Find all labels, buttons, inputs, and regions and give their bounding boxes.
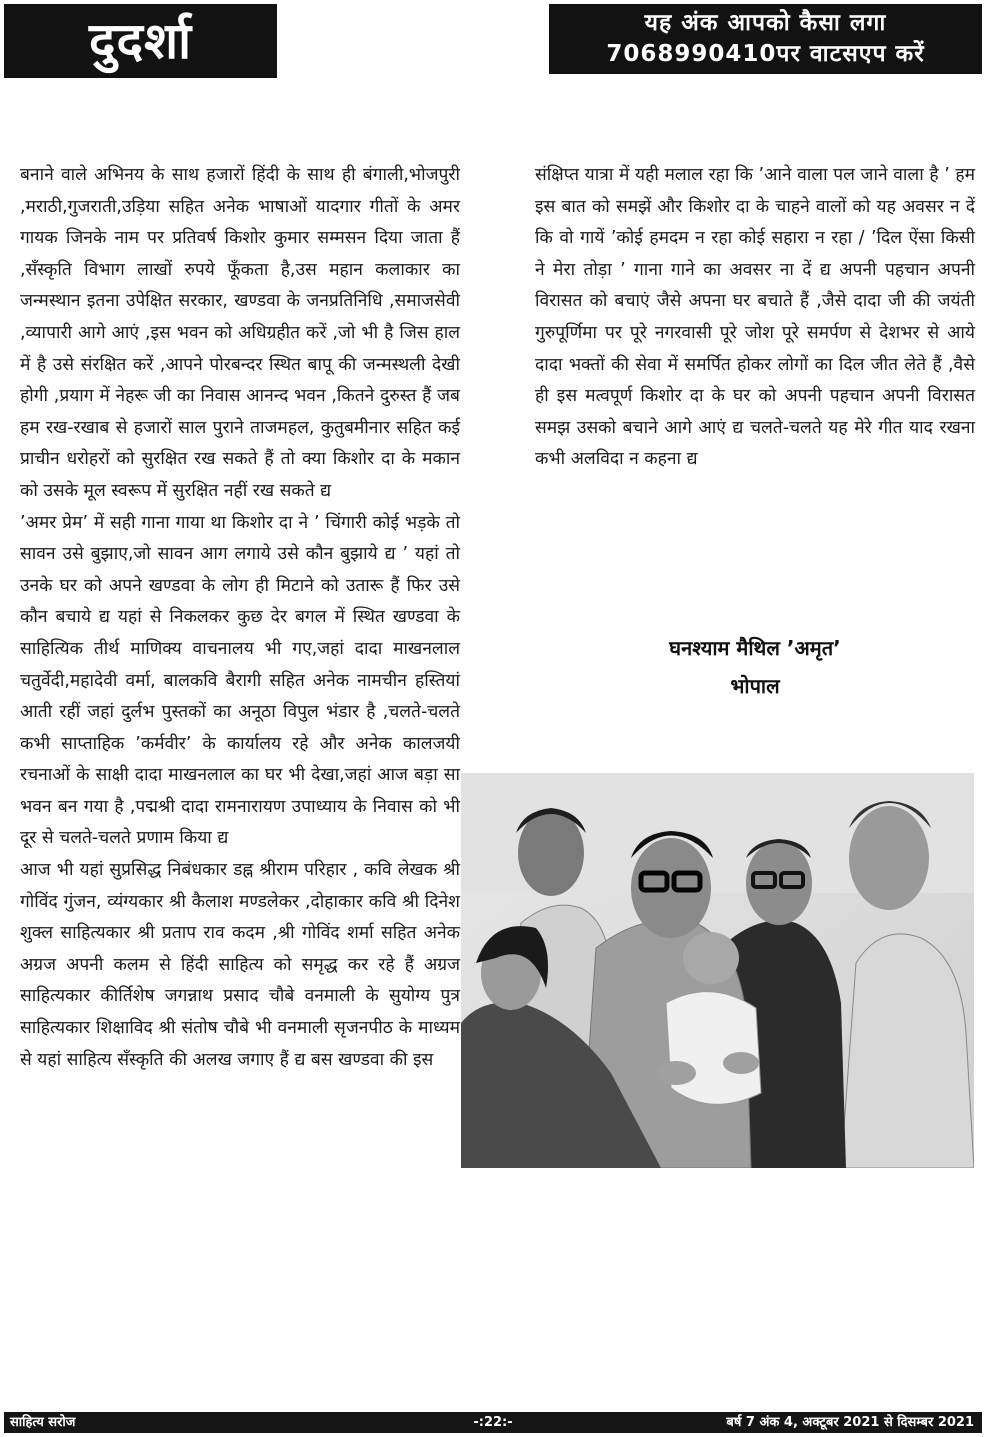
article-paragraph: संक्षिप्त यात्रा में यही मलाल रहा कि ’आने वाला पल जाने वाला है ’ हम इस बात को समझें और किशोर दा के चाहने वालों को यह अवसर न दें कि वो गायें ’कोई हमदम न रहा कोई सहारा न रहा / ’दिल ऐंसा किसी ने मेरा तोड़ा ’ गाना गाने का अवसर ना दें द्य अपनी पहचान अपनी विरासत को बचाएं जैसे अपना घर बचाते हैं ,जैसे दादा जी की जयंती गुरुपूर्णिमा पर पूरे नगरवासी पूरे जोश पूरे समर्पण से देशभर से आये दादा भक्तों की सेवा में समर्पित होकर लोगों का दिल जीत लेते हैं ,वैसे ही इस मत्वपूर्ण किशोर दा के घर को अपनी पहचान अपनी विरासत समझ उसको बचाने आगे आएं द्य चलते-चलते यह मेरे गीत याद रखना कभी अलविदा न कहना द्य (535, 165, 975, 470)
author-name: घनश्याम मैथिल ’अमृत’ (669, 636, 841, 660)
footer-issue: बर्ष 7 अंक 4, अक्टूबर 2021 से दिसम्बर 2021 (726, 1415, 974, 1430)
promo-line-1: यह अंक आपको कैसा लगा (644, 10, 887, 36)
group-photo (461, 773, 974, 1168)
promo-line-2: 7068990410पर वाटसएप करें (606, 41, 925, 67)
whatsapp-promo-banner (549, 4, 982, 74)
footer-publication: साहित्य सरोज (10, 1415, 76, 1430)
article-column-right (535, 160, 975, 476)
footer-page-number: -:22:- (473, 1415, 513, 1430)
article-paragraph: आज भी यहां सुप्रसिद्ध निबंधकार डह्न श्रीराम परिहार , कवि लेखक श्री गोविंद गुंजन, व्यंग्यकार श्री कैलाश मण्डलेकर ,दोहाकार कवि श्री दिनेश शुक्ल साहित्यकार श्री प्रताप राव कदम ,श्री गोविंद शर्मा सहित अनेक अग्रज अपनी कलम से हिंदी साहित्य को समृद्ध कर रहे हैं अग्रज साहित्यकार कीर्तिशेष जगन्नाथ प्रसाद चौबे वनमाली के सुयोग्य पुत्र साहित्यकार शिक्षाविद श्री संतोष चौबे भी वनमाली सृजनपीठ के माध्यम से यहां साहित्य सँस्कृति की अलख जगाए हैं द्य बस खण्डवा की इस (20, 860, 460, 1070)
group-photo-illustration (461, 773, 974, 1168)
author-city: भोपाल (730, 674, 780, 698)
article-column-left (20, 160, 460, 1076)
article-paragraph: बनाने वाले अभिनय के साथ हजारों हिंदी के साथ ही बंगाली,भोजपुरी ,मराठी,गुजराती,उड़िया सहित अनेक भाषाओं यादगार गीतों के अमर गायक जिनके नाम पर प्रतिवर्ष किशोर कुमार सम्मसन दिया जाता हैं ,सँस्कृति विभाग लाखों रुपये फूँकता है,उस महान कलाकार का जन्मस्थान इतना उपेक्षित सरकार, खण्डवा के जनप्रतिनिधि ,समाजसेवी ,व्यापारी आगे आएं ,इस भवन को अधिग्रहीत करें ,जो भी है जिस हाल में है उसे संरक्षित करें ,आपने पोरबन्दर स्थित बापू की जन्मस्थली देखी होगी ,प्रयाग में नेहरू जी का निवास आनन्द भवन ,कितने दुरुस्त हैं जब हम रख-रखाब से हजारों साल पुराने ताजमहल, कुतुबमीनार सहित कई प्राचीन धरोहरों को सुरक्षित रख सकते हैं तो क्या किशोर दा के मकान को उसके मूल स्वरूप में सुरक्षित नहीं रख सकते द्य (20, 165, 460, 501)
page-footer (4, 1412, 982, 1433)
section-title: दुदर्शा (4, 4, 277, 78)
article-paragraph: ’अमर प्रेम’ में सही गाना गाया था किशोर दा ने ’ चिंगारी कोई भड़के तो सावन उसे बुझाए,जो सावन आग लगाये उसे कौन बुझाये द्य ’ यहां तो उनके घर को अपने खण्डवा के लोग ही मिटाने को उतारू हैं फिर उसे कौन बचाये द्य यहां से निकलकर कुछ देर बगल में स्थित खण्डवा के साहित्यिक तीर्थ माणिक्य वाचनालय भी गए,जहां दादा माखनलाल चतुर्वेदी,महादेवी वर्मा, बालकवि बैरागी सहित अनेक नामचीन हस्तियां आती रहीं जहां दुर्लभ पुस्तकों का अनूठा विपुल भंडार है ,चलते-चलते कभी साप्ताहिक ’कर्मवीर’ के कार्यालय रहे और अनेक कालजयी रचनाओं के साक्षी दादा माखनलाल का घर भी देखा,जहां आज बड़ा सा भवन बन गया है ,पद्मश्री दादा रामनारायण उपाध्याय के निवास को भी दूर से चलते-चलते प्रणाम किया द्य (20, 512, 460, 849)
